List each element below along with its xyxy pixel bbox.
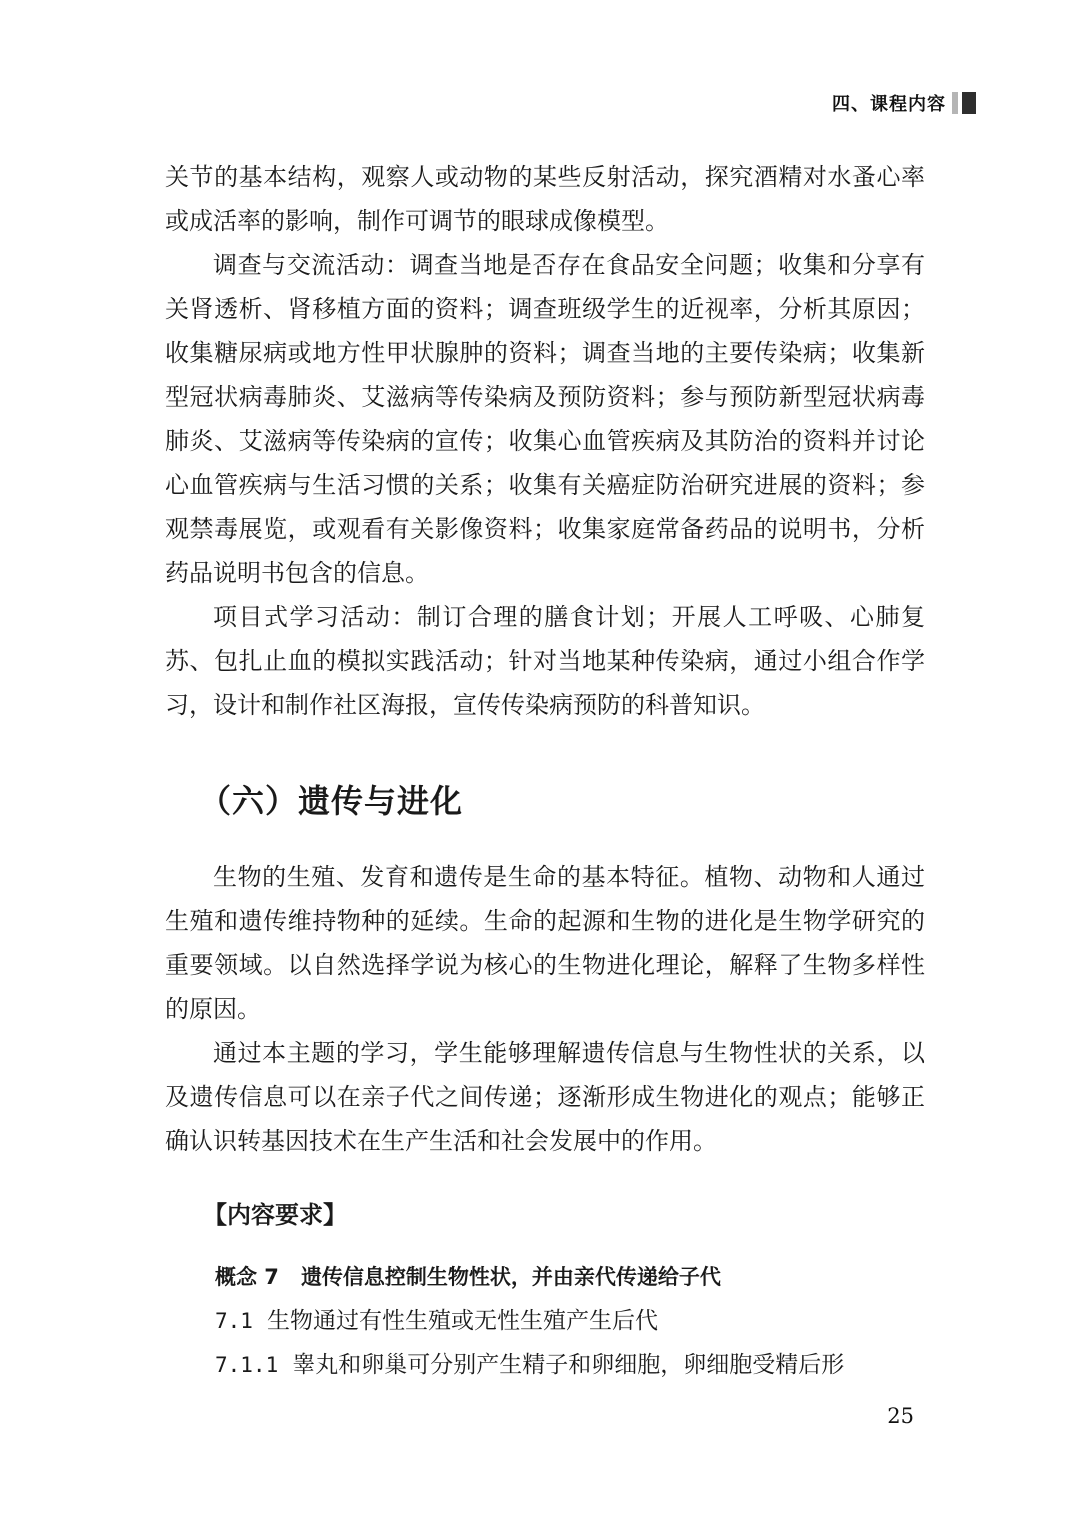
section-spacer [165,831,925,855]
page-number: 25 [887,1404,914,1428]
paragraph-section-intro: 生物的生殖、发育和遗传是生命的基本特征。植物、动物和人通过生殖和遗传维持物种的延续。生命的起源和生物的进化是生物学研究的重要领域。以自然选择学说为核心的生物进化理论，解释了生物多样性的原因。 [165,863,925,1023]
concept-number: 概念 7 [215,1265,279,1289]
page-content [165,155,925,1387]
requirement-item-text: 生物通过有性生殖或无性生殖产生后代 [266,1308,658,1334]
paragraph-continuation: 关节的基本结构，观察人或动物的某些反射活动，探究酒精对水蚤心率或成活率的影响，制作可调节的眼球成像模型。 [165,163,925,235]
section-title: （六）遗传与进化 [199,782,464,820]
paragraph-project-activities: 项目式学习活动：制订合理的膳食计划；开展人工呼吸、心肺复苏、包扎止血的模拟实践活动；针对当地某种传染病，通过小组合作学习，设计和制作社区海报，宣传传染病预防的科普知识。 [165,603,925,719]
paragraph-section-goals: 通过本主题的学习，学生能够理解遗传信息与生物性状的关系，以及遗传信息可以在亲子代之间传递；逐渐形成生物进化的观点；能够正确认识转基因技术在生产生活和社会发展中的作用。 [165,1039,925,1155]
header-bar-dark [962,92,976,114]
requirement-item-number: 7.1 [215,1309,253,1333]
requirement-item-text: 睾丸和卵巢可分别产生精子和卵细胞，卵细胞受精后形 [292,1352,845,1378]
running-header: 四、课程内容 [832,94,946,115]
concept-text: 遗传信息控制生物性状，并由亲代传递给子代 [300,1265,721,1289]
requirements-heading: 【内容要求】 [203,1201,347,1229]
header-bar-light [952,92,958,114]
requirement-item [215,1299,925,1343]
concept-heading [215,1255,925,1299]
requirement-item [215,1343,925,1387]
requirement-item-number: 7.1.1 [215,1353,279,1377]
paragraph-survey-activities: 调查与交流活动：调查当地是否存在食品安全问题；收集和分享有关肾透析、肾移植方面的资料；调查班级学生的近视率，分析其原因；收集糖尿病或地方性甲状腺肿的资料；调查当地的主要传染病；收集新型冠状病毒肺炎、艾滋病等传染病及预防资料；参与预防新型冠状病毒肺炎、艾滋病等传染病的宣传；收集心血管疾病及其防治的资料并讨论心血管疾病与生活习惯的关系；收集有关癌症防治研究进展的资料；参观禁毒展览，或观看有关影像资料；收集家庭常备药品的说明书，分析药品说明书包含的信息。 [165,251,925,587]
header-bars-decoration [952,92,980,114]
